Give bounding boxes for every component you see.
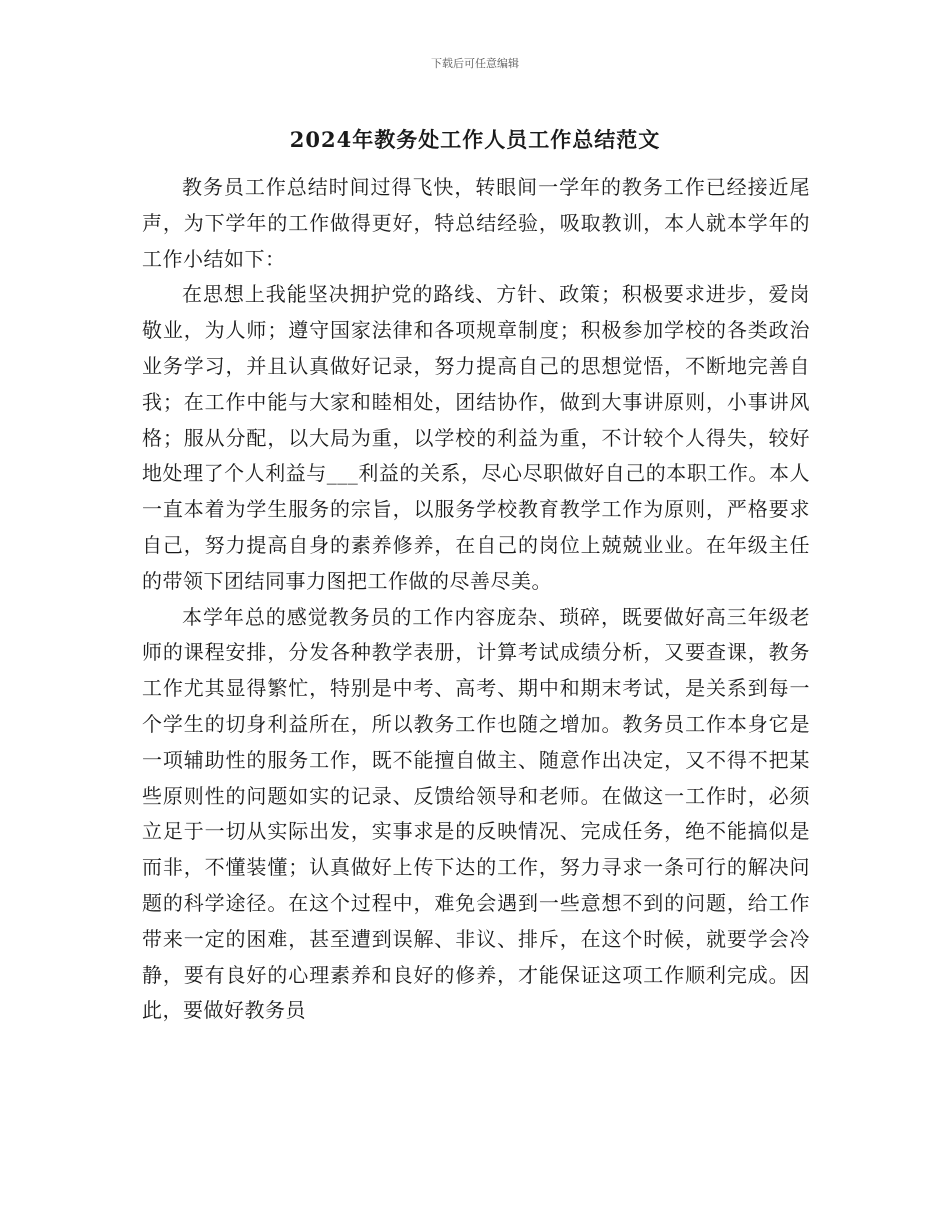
header-note: 下载后可任意编辑	[431, 57, 519, 70]
paragraph-1: 教务员工作总结时间过得飞快，转眼间一学年的教务工作已经接近尾声，为下学年的工作做得更好，特总结经验，吸取教训，本人就本学年的工作小结如下：	[142, 175, 810, 271]
document-title: 2024年教务处工作人员工作总结范文	[289, 127, 661, 152]
document-body	[142, 170, 810, 1029]
paragraph-3: 本学年总的感觉教务员的工作内容庞杂、琐碎，既要做好高三年级老师的课程安排，分发各种教学表册，计算考试成绩分析，又要查课，教务工作尤其显得繁忙，特别是中考、高考、期中和期末考试，是关系到每一个学生的切身利益所在，所以教务工作也随之增加。教务员工作本身它是一项辅助性的服务工作，既不能擅自做主、随意作出决定，又不得不把某些原则性的问题如实的记录、反馈给领导和老师。在做这一工作时，必须立足于一切从实际出发，实事求是的反映情况、完成任务，绝不能搞似是而非，不懂装懂；认真做好上传下达的工作，努力寻求一条可行的解决问题的科学途径。在这个过程中，难免会遇到一些意想不到的问题，给工作带来一定的困难，甚至遭到误解、非议、排斥，在这个时候，就要学会冷静，要有良好的心理素养和良好的修养，才能保证这项工作顺利完成。因此，要做好教务员	[142, 604, 810, 1023]
paragraph-2: 在思想上我能坚决拥护党的路线、方针、政策；积极要求进步，爱岗敬业，为人师；遵守国家法律和各项规章制度；积极参加学校的各类政治业务学习，并且认真做好记录，努力提高自己的思想觉悟，不断地完善自我；在工作中能与大家和睦相处，团结协作，做到大事讲原则，小事讲风格；服从分配，以大局为重，以学校的利益为重，不计较个人得失，较好地处理了个人利益与___利益的关系，尽心尽职做好自己的本职工作。本人一直本着为学生服务的宗旨，以服务学校教育教学工作为原则，严格要求自己，努力提高自身的素养修养，在自己的岗位上兢兢业业。在年级主任的带领下团结同事力图把工作做的尽善尽美。	[142, 282, 810, 593]
